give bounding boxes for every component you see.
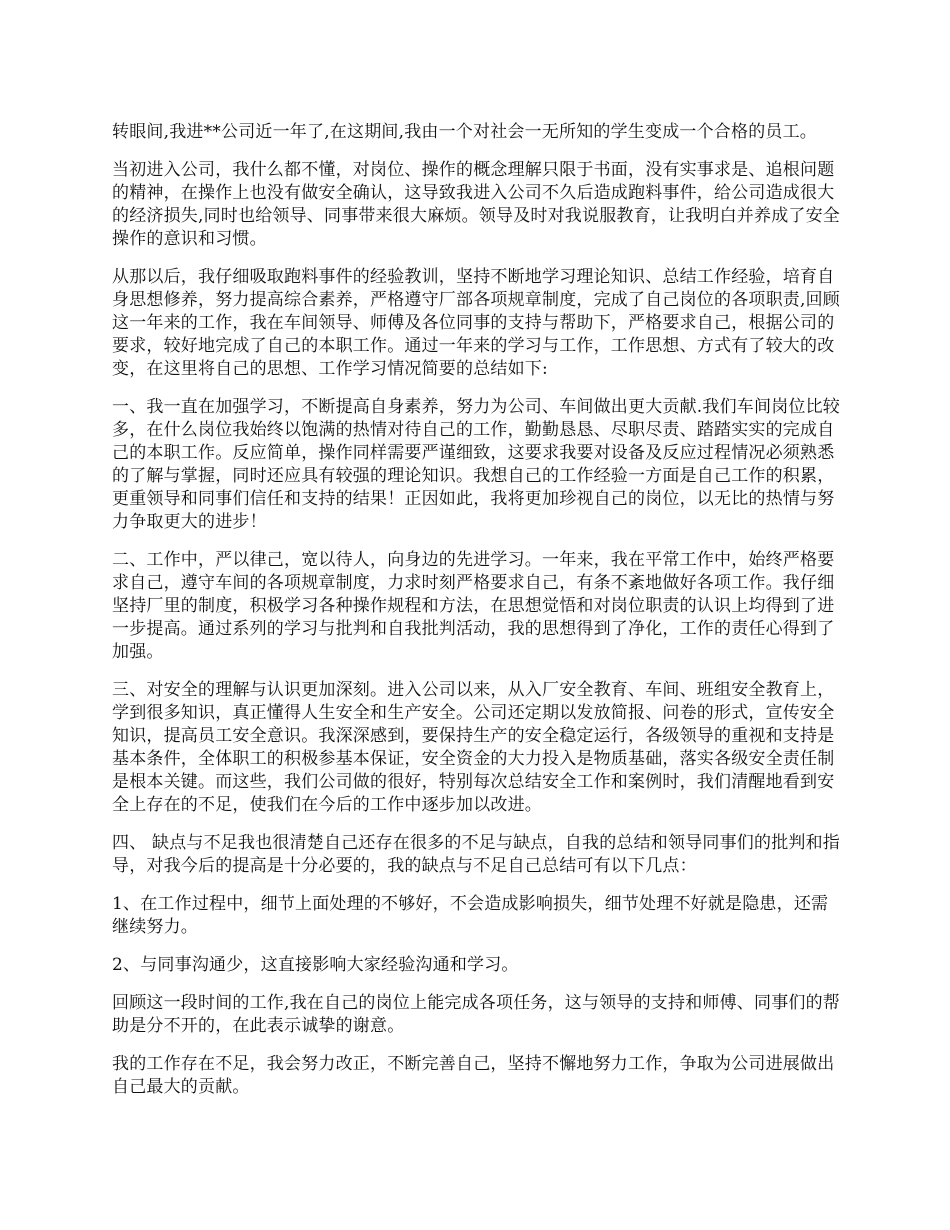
paragraph-review: 回顾这一段时间的工作,我在自己的岗位上能完成各项任务，这与领导的支持和师傅、同事们的帮助是分不开的，在此表示诚挚的谢意。	[112, 993, 841, 1036]
paragraph-point-two: 二、工作中，严以律己，宽以待人，向身边的先进学习。一年来，我在平常工作中，始终严格要求自己，遵守车间的各项规章制度，力求时刻严格要求自己，有条不紊地做好各项工作。我仔细坚持厂里的制度，积极学习各种操作规程和方法，在思想觉悟和对岗位职责的认识上均得到了进一步提高。通过系列的学习与批判和自我批判活动，我的思想得到了净化，工作的责任心得到了加强。	[112, 550, 835, 662]
paragraph-lessons: 从那以后，我仔细吸取跑料事件的经验教训，坚持不断地学习理论知识、总结工作经验，培育自身思想修养，努力提高综合素养，严格遵守厂部各项规章制度，完成了自己岗位的各项职责,回顾这一年来的工作，我在车间领导、师傅及各位同事的支持与帮助下，严格要求自己，根据公司的要求，较好地完成了自己的本职工作。通过一年来的学习与工作，工作思想、方式有了较大的改变，在这里将自己的思想、工作学习情况简要的总结如下:	[112, 267, 841, 379]
paragraph-point-three: 三、对安全的理解与认识更加深刻。进入公司以来，从入厂安全教育、车间、班组安全教育上，学到很多知识，真正懂得人生安全和生产安全。公司还定期以发放简报、问卷的形式，宣传安全知识，提高员工安全意识。我深深感到，要保持生产的安全稳定运行，各级领导的重视和支持是基本条件，全体职工的积极参基本保证，安全资金的大力投入是物质基础，落实各级安全责任制是根本关键。而这些，我们公司做的很好，特别每次总结安全工作和案例时，我们清醒地看到安全上存在的不足，使我们在今后的工作中逐步加以改进。	[112, 680, 835, 815]
paragraph-point-one: 一、我一直在加强学习，不断提高自身素养，努力为公司、车间做出更大贡献.我们车间岗位比较多，在什么岗位我始终以饱满的热情对待自己的工作，勤勤恳恳、尽职尽责、踏踏实实的完成自己的本职工作。反应简单，操作同样需要严谨细致，这要求我要对设备及反应过程情况必须熟悉的了解与掌握，同时还应具有较强的理论知识。我想自己的工作经验一方面是自己工作的积累，更重领导和同事们信任和支持的结果！正因如此，我将更加珍视自己的岗位，以无比的热情与努力争取更大的进步！	[112, 397, 841, 532]
paragraph-point-four: 四、 缺点与不足我也很清楚自己还存在很多的不足与缺点，自我的总结和领导同事们的批判和指导，对我今后的提高是十分必要的，我的缺点与不足自己总结可有以下几点：	[112, 833, 841, 876]
document-body	[112, 121, 840, 1114]
paragraph-beginning: 当初进入公司，我什么都不懂，对岗位、操作的概念理解只限于书面，没有实事求是、追根问题的精神，在操作上也没有做安全确认，这导致我进入公司不久后造成跑料事件，给公司造成很大的经济损失,同时也给领导、同事带来很大麻烦。领导及时对我说服教育，让我明白并养成了安全操作的意识和习惯。	[112, 160, 841, 249]
paragraph-shortcoming-one: 1、在工作过程中，细节上面处理的不够好，不会造成影响损失，细节处理不好就是隐患，还需继续努力。	[112, 894, 829, 937]
paragraph-shortcoming-two: 2、与同事沟通少，这直接影响大家经验沟通和学习。	[112, 955, 519, 975]
paragraph-intro: 转眼间,我进**公司近一年了,在这期间,我由一个对社会一无所知的学生变成一个合格的员工。	[112, 122, 818, 142]
paragraph-closing: 我的工作存在不足，我会努力改正，不断完善自己，坚持不懈地努力工作，争取为公司进展做出自己最大的贡献。	[112, 1054, 835, 1097]
